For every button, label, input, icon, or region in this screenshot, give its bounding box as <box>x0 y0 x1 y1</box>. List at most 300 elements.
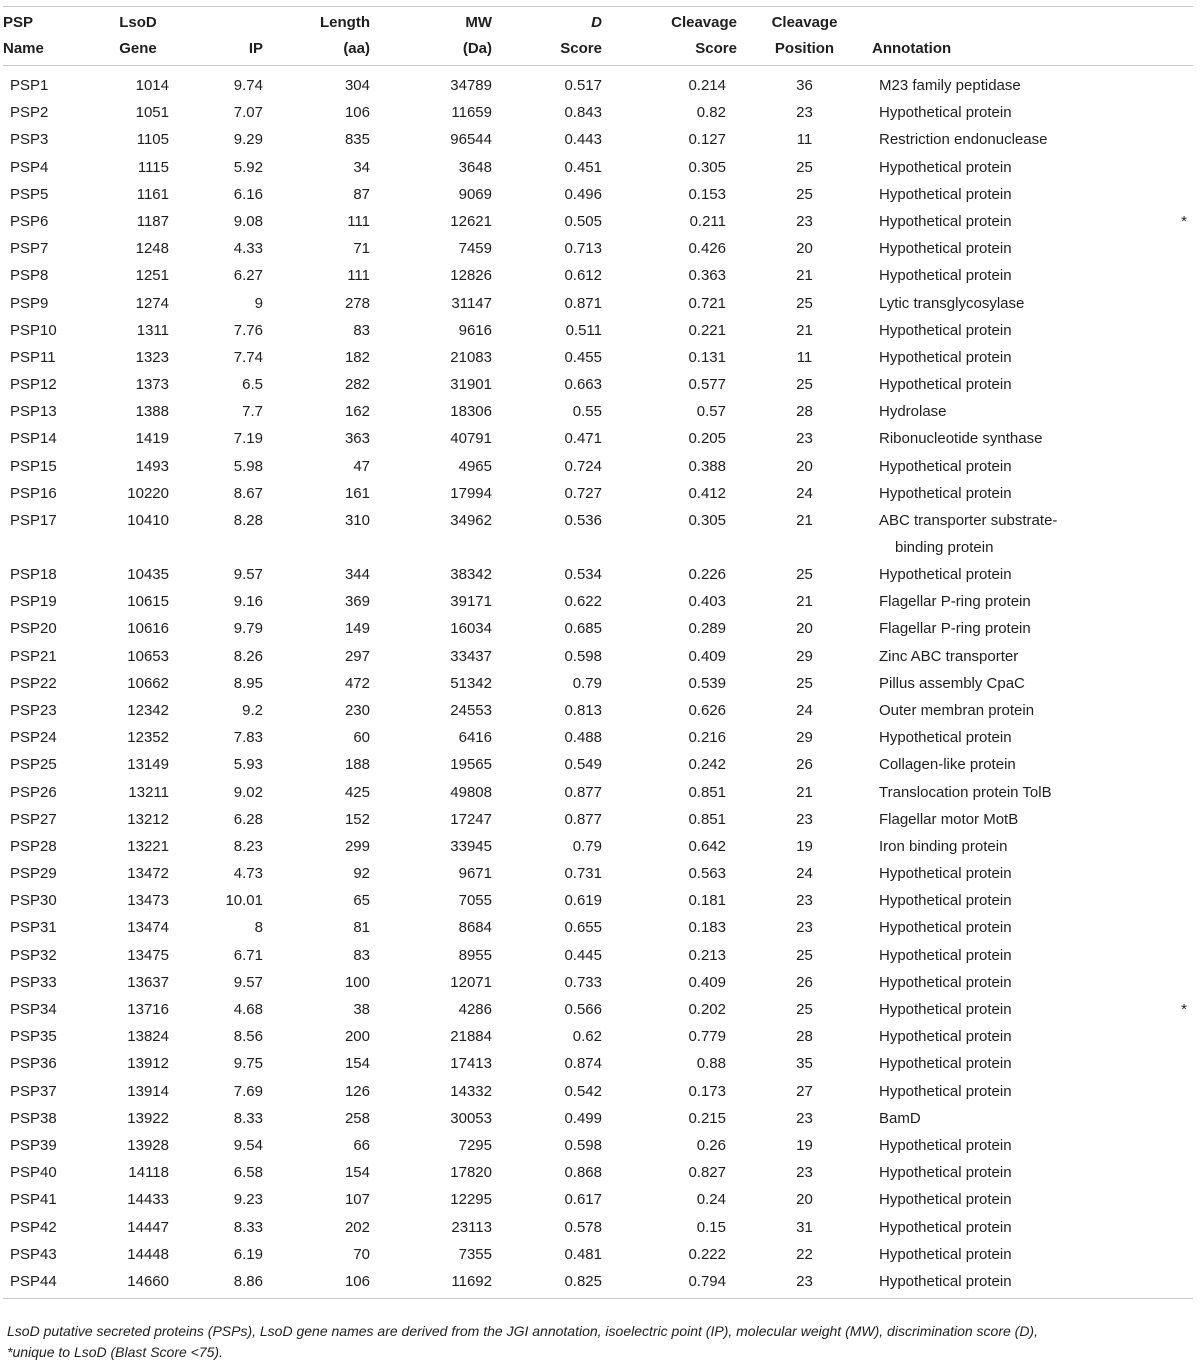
cell-cs: 0.827 <box>688 1164 726 1182</box>
cell-ip: 5.92 <box>233 158 263 176</box>
cell-mw: 11692 <box>451 1272 492 1290</box>
cell-length: 66 <box>353 1136 370 1154</box>
cell-cp: 35 <box>796 1055 813 1073</box>
cell-cs: 0.216 <box>688 729 726 747</box>
cell-length: 161 <box>344 484 370 502</box>
table-row <box>3 1132 1193 1159</box>
cell-name: PSP21 <box>10 647 57 665</box>
cell-name: PSP1 <box>10 77 49 94</box>
cell-ip: 4.33 <box>233 240 263 258</box>
cell-cs: 0.211 <box>689 212 726 230</box>
cell-ip: 8.56 <box>233 1028 263 1046</box>
cell-length: 149 <box>344 620 370 638</box>
cell-cs: 0.426 <box>688 240 726 258</box>
unique-mark <box>1153 643 1193 670</box>
cell-mw: 17247 <box>450 810 492 828</box>
cell-d: 0.534 <box>564 566 602 583</box>
annotation-text: Hypothetical protein <box>879 865 1012 883</box>
cell-mw: 21884 <box>450 1028 492 1046</box>
header-cleavage-score-line1: Cleavage <box>671 14 737 31</box>
table-row <box>3 751 1193 778</box>
annotation-text: Hypothetical protein <box>879 1082 1012 1100</box>
annotation-text: Hypothetical protein <box>879 321 1012 339</box>
cell-name: PSP19 <box>10 593 57 611</box>
cell-length: 100 <box>344 973 370 991</box>
cell-ip: 9 <box>254 294 263 312</box>
cell-length: 282 <box>344 376 370 394</box>
table-row <box>3 507 1193 561</box>
cell-cp: 21 <box>796 593 813 611</box>
cell-ip: 6.19 <box>233 1245 263 1263</box>
table-row <box>3 561 1193 588</box>
cell-mw: 17820 <box>450 1164 492 1182</box>
cell-cp: 23 <box>796 104 813 122</box>
cell-name: PSP36 <box>10 1055 57 1073</box>
cell-mw: 4965 <box>458 457 492 475</box>
unique-mark <box>1153 317 1193 344</box>
cell-cs: 0.222 <box>688 1245 726 1263</box>
cell-d: 0.496 <box>564 185 602 203</box>
unique-mark <box>1153 561 1193 588</box>
header-cleavage-position-line1: Cleavage <box>771 14 838 31</box>
cell-ip: 8.28 <box>233 512 263 529</box>
cell-cs: 0.409 <box>688 973 726 991</box>
unique-mark <box>1153 290 1193 317</box>
annotation-text: Hypothetical protein <box>879 457 1012 475</box>
cell-length: 38 <box>353 1001 370 1018</box>
header-annotation-line1 <box>872 7 1153 34</box>
cell-gene: 13475 <box>127 946 169 964</box>
cell-length: 83 <box>353 946 370 964</box>
cell-annotation <box>872 1214 1153 1241</box>
unique-mark <box>1153 181 1193 208</box>
cell-gene: 13472 <box>127 865 169 883</box>
unique-mark: * <box>1181 1001 1187 1018</box>
cell-mw: 12295 <box>450 1191 492 1209</box>
unique-mark <box>1153 453 1193 480</box>
cell-gene: 10615 <box>127 593 169 611</box>
unique-mark <box>1153 833 1193 860</box>
table-body <box>3 66 1193 1299</box>
annotation-text: Flagellar P-ring protein <box>879 593 1031 611</box>
header-mark <box>1153 7 1193 34</box>
annotation-text: Hypothetical protein <box>879 946 1012 964</box>
unique-mark <box>1153 398 1193 425</box>
annotation-text: Flagellar motor MotB <box>879 810 1019 828</box>
cell-mw: 21083 <box>450 348 492 366</box>
cell-d: 0.451 <box>564 158 602 176</box>
cell-gene: 14433 <box>127 1191 169 1209</box>
annotation-text: Hypothetical protein <box>879 1055 1012 1073</box>
annotation-text: Hypothetical protein <box>879 1136 1012 1154</box>
cell-mw: 7459 <box>458 240 492 258</box>
cell-name: PSP13 <box>10 403 57 421</box>
unique-mark <box>1153 779 1193 806</box>
annotation-text: Hypothetical protein <box>879 212 1012 230</box>
cell-cp: 29 <box>796 729 813 747</box>
cell-cp: 28 <box>796 1028 813 1046</box>
cell-ip: 8 <box>254 919 263 937</box>
annotation-text: Hypothetical protein <box>879 729 1012 747</box>
cell-annotation <box>872 942 1153 969</box>
unique-mark <box>1153 480 1193 507</box>
table-row <box>3 99 1193 126</box>
table-row <box>3 480 1193 507</box>
annotation-text: Hypothetical protein <box>879 1001 1012 1018</box>
table-row <box>3 398 1193 425</box>
cell-length: 304 <box>344 77 370 94</box>
cell-gene: 1187 <box>136 212 169 230</box>
table-row <box>3 1050 1193 1077</box>
cell-ip: 8.86 <box>233 1272 263 1290</box>
cell-d: 0.877 <box>564 783 602 801</box>
cell-cp: 28 <box>796 403 813 421</box>
cell-annotation <box>872 1132 1153 1159</box>
cell-ip: 6.5 <box>242 376 263 394</box>
cell-mw: 34789 <box>450 77 492 94</box>
cell-length: 154 <box>344 1055 370 1073</box>
cell-ip: 8.23 <box>233 837 263 855</box>
unique-mark <box>1153 615 1193 642</box>
cell-cp: 26 <box>796 973 813 991</box>
cell-length: 202 <box>344 1218 370 1236</box>
unique-mark <box>1153 1023 1193 1050</box>
unique-mark <box>1153 860 1193 887</box>
cell-cs: 0.409 <box>688 647 726 665</box>
annotation-text: Ribonucleotide synthase <box>879 430 1043 448</box>
cell-mw: 96544 <box>450 131 492 149</box>
cell-cs: 0.127 <box>688 131 726 149</box>
cell-gene: 1311 <box>136 321 169 339</box>
cell-ip: 7.07 <box>233 104 263 122</box>
cell-mw: 3648 <box>458 158 492 176</box>
cell-length: 297 <box>344 647 370 665</box>
table-row <box>3 1159 1193 1186</box>
cell-cp: 11 <box>796 131 813 149</box>
psp-table <box>3 6 1193 1299</box>
cell-mw: 49808 <box>450 783 492 801</box>
cell-name: PSP41 <box>10 1191 57 1209</box>
cell-annotation <box>872 1050 1153 1077</box>
unique-mark <box>1153 588 1193 615</box>
cell-length: 182 <box>344 348 370 366</box>
cell-mw: 16034 <box>450 620 492 638</box>
cell-cs: 0.242 <box>688 756 726 774</box>
cell-ip: 6.16 <box>233 185 263 203</box>
cell-d: 0.517 <box>564 77 602 94</box>
cell-gene: 1274 <box>135 294 169 312</box>
cell-d: 0.825 <box>564 1272 602 1290</box>
cell-length: 310 <box>344 512 370 529</box>
unique-mark <box>1153 371 1193 398</box>
cell-name: PSP10 <box>10 321 57 339</box>
cell-gene: 12352 <box>127 729 169 747</box>
table-row <box>3 262 1193 289</box>
table-row <box>3 1268 1193 1299</box>
cell-cp: 25 <box>796 158 813 176</box>
cell-cp: 23 <box>796 1164 813 1182</box>
cell-gene: 10653 <box>127 647 169 665</box>
header-length-line2: (aa) <box>343 40 370 57</box>
cell-mw: 51342 <box>450 674 492 692</box>
unique-mark <box>1153 507 1193 561</box>
cell-gene: 1251 <box>135 267 169 285</box>
table-row <box>3 208 1193 235</box>
cell-annotation <box>872 561 1153 588</box>
header-ip-line1 <box>178 7 263 34</box>
cell-cs: 0.779 <box>688 1028 726 1046</box>
table-row <box>3 371 1193 398</box>
cell-annotation <box>872 860 1153 887</box>
cell-cs: 0.851 <box>688 783 726 801</box>
cell-gene: 10616 <box>127 620 169 638</box>
cell-cs: 0.215 <box>688 1109 726 1127</box>
annotation-text: BamD <box>879 1109 921 1127</box>
cell-cs: 0.221 <box>688 321 726 339</box>
cell-annotation <box>872 425 1153 452</box>
cell-name: PSP14 <box>10 430 57 448</box>
cell-mw: 7295 <box>458 1136 492 1154</box>
table-row <box>3 1214 1193 1241</box>
header-psp-name-line1: PSP <box>3 14 34 31</box>
cell-cs: 0.539 <box>688 674 726 692</box>
cell-gene: 13212 <box>127 810 169 828</box>
cell-d: 0.871 <box>564 294 602 312</box>
cell-ip: 9.74 <box>233 77 263 94</box>
unique-mark <box>1153 425 1193 452</box>
cell-cp: 24 <box>796 701 813 719</box>
unique-mark <box>1153 1159 1193 1186</box>
annotation-text-continued: binding protein <box>895 539 994 556</box>
cell-name: PSP2 <box>10 104 49 122</box>
cell-ip: 7.7 <box>242 403 263 421</box>
cell-name: PSP12 <box>10 376 57 394</box>
cell-length: 200 <box>344 1028 370 1046</box>
table-row <box>3 670 1193 697</box>
cell-name: PSP30 <box>10 892 57 910</box>
annotation-text: Pillus assembly CpaC <box>879 674 1025 692</box>
cell-cp: 19 <box>796 837 813 855</box>
cell-annotation <box>872 1186 1153 1213</box>
cell-length: 230 <box>344 701 370 719</box>
header-mw-line2: (Da) <box>462 40 492 57</box>
cell-annotation <box>872 1105 1153 1132</box>
unique-mark <box>1153 154 1193 181</box>
cell-mw: 24553 <box>450 701 492 719</box>
cell-cs: 0.305 <box>688 158 726 176</box>
cell-length: 81 <box>353 919 370 937</box>
cell-annotation <box>872 154 1153 181</box>
unique-mark <box>1153 887 1193 914</box>
table-row <box>3 317 1193 344</box>
unique-mark <box>1153 914 1193 941</box>
footnote-line-2: *unique to LsoD (Blast Score <75). <box>7 1344 223 1360</box>
annotation-text: Hypothetical protein <box>879 376 1012 394</box>
cell-gene: 12342 <box>127 701 169 719</box>
cell-gene: 14447 <box>127 1218 169 1236</box>
cell-annotation <box>872 914 1153 941</box>
cell-annotation <box>872 453 1153 480</box>
unique-mark <box>1153 1105 1193 1132</box>
cell-gene: 10435 <box>127 566 169 583</box>
cell-cs: 0.563 <box>688 865 726 883</box>
cell-ip: 9.16 <box>233 593 263 611</box>
cell-annotation <box>872 833 1153 860</box>
cell-gene: 1051 <box>135 104 169 122</box>
cell-d: 0.488 <box>564 729 602 747</box>
cell-length: 126 <box>344 1082 370 1100</box>
cell-length: 278 <box>344 294 370 312</box>
table-row <box>3 615 1193 642</box>
cell-ip: 8.95 <box>233 674 263 692</box>
cell-cs: 0.226 <box>688 566 726 583</box>
cell-name: PSP3 <box>10 131 49 149</box>
cell-cp: 20 <box>796 240 813 258</box>
cell-name: PSP5 <box>10 185 49 203</box>
cell-gene: 10410 <box>127 512 169 529</box>
cell-gene: 13474 <box>127 919 169 937</box>
table-row <box>3 996 1193 1023</box>
cell-name: PSP7 <box>10 240 49 258</box>
cell-ip: 9.2 <box>242 701 263 719</box>
cell-name: PSP43 <box>10 1245 57 1263</box>
cell-ip: 5.98 <box>233 457 263 475</box>
cell-ip: 7.74 <box>233 348 263 366</box>
cell-cs: 0.26 <box>696 1136 726 1154</box>
header-mark-2 <box>1153 33 1193 66</box>
cell-mw: 8684 <box>458 919 492 937</box>
cell-annotation <box>872 779 1153 806</box>
cell-name: PSP31 <box>10 919 57 937</box>
cell-gene: 1248 <box>135 240 169 258</box>
cell-annotation <box>872 1268 1153 1299</box>
cell-length: 835 <box>344 131 370 149</box>
cell-ip: 9.57 <box>233 973 263 991</box>
cell-ip: 4.73 <box>233 865 263 883</box>
table-row <box>3 126 1193 153</box>
cell-cs: 0.577 <box>688 376 726 394</box>
cell-length: 34 <box>353 158 370 176</box>
annotation-text: Hypothetical protein <box>879 919 1012 937</box>
cell-d: 0.612 <box>564 267 602 285</box>
header-annotation-line2: Annotation <box>872 40 952 57</box>
cell-cp: 23 <box>796 1272 813 1290</box>
cell-gene: 1014 <box>135 77 169 94</box>
cell-mw: 39171 <box>450 593 492 611</box>
unique-mark <box>1153 1268 1193 1299</box>
cell-ip: 6.28 <box>233 810 263 828</box>
annotation-text: Restriction endonuclease <box>879 131 1048 149</box>
cell-cs: 0.57 <box>696 403 726 421</box>
cell-annotation <box>872 398 1153 425</box>
cell-cp: 21 <box>796 321 813 339</box>
cell-length: 472 <box>344 674 370 692</box>
cell-d: 0.455 <box>564 348 602 366</box>
cell-ip: 9.54 <box>233 1136 263 1154</box>
table-row <box>3 66 1193 100</box>
cell-name: PSP34 <box>10 1001 57 1018</box>
cell-cs: 0.173 <box>688 1082 726 1100</box>
table-row <box>3 181 1193 208</box>
cell-ip: 9.29 <box>233 131 263 149</box>
cell-annotation <box>872 670 1153 697</box>
cell-annotation <box>872 806 1153 833</box>
table-footnote <box>7 1321 1193 1363</box>
cell-name: PSP9 <box>10 294 49 312</box>
unique-mark <box>1153 99 1193 126</box>
cell-name: PSP15 <box>10 457 57 475</box>
cell-cs: 0.205 <box>688 430 726 448</box>
cell-cp: 25 <box>796 674 813 692</box>
annotation-text: Outer membran protein <box>879 701 1035 719</box>
cell-name: PSP35 <box>10 1028 57 1046</box>
cell-cs: 0.289 <box>688 620 726 638</box>
cell-mw: 9616 <box>458 321 492 339</box>
table-row <box>3 697 1193 724</box>
cell-annotation <box>872 344 1153 371</box>
cell-cs: 0.82 <box>696 104 726 122</box>
cell-name: PSP20 <box>10 620 57 638</box>
cell-d: 0.622 <box>564 593 602 611</box>
cell-name: PSP8 <box>10 267 49 285</box>
table-row <box>3 453 1193 480</box>
cell-cs: 0.794 <box>688 1272 726 1290</box>
cell-length: 106 <box>344 104 370 122</box>
annotation-text: Collagen-like protein <box>879 756 1016 774</box>
cell-name: PSP4 <box>10 158 49 176</box>
header-mw-line1: MW <box>465 14 492 31</box>
cell-d: 0.471 <box>564 430 602 448</box>
cell-ip: 7.76 <box>233 321 263 339</box>
cell-name: PSP40 <box>10 1164 57 1182</box>
cell-mw: 12621 <box>450 212 492 230</box>
cell-mw: 12071 <box>450 973 492 991</box>
cell-mw: 33437 <box>450 647 492 665</box>
annotation-text: Hypothetical protein <box>879 892 1012 910</box>
unique-mark <box>1153 1241 1193 1268</box>
cell-cp: 26 <box>796 756 813 774</box>
cell-annotation <box>872 724 1153 751</box>
cell-gene: 13928 <box>127 1136 169 1154</box>
cell-name: PSP16 <box>10 484 57 502</box>
cell-cp: 24 <box>796 484 813 502</box>
header-gene-line2: Gene <box>119 40 157 57</box>
cell-ip: 4.68 <box>233 1001 263 1018</box>
cell-cp: 25 <box>796 566 813 583</box>
unique-mark <box>1153 66 1193 100</box>
cell-name: PSP32 <box>10 946 57 964</box>
annotation-text: Iron binding protein <box>879 837 1008 855</box>
cell-d: 0.685 <box>564 620 602 638</box>
cell-cp: 11 <box>796 348 813 366</box>
cell-cp: 23 <box>796 212 813 230</box>
cell-annotation <box>872 643 1153 670</box>
cell-d: 0.733 <box>564 973 602 991</box>
table-row <box>3 724 1193 751</box>
cell-length: 65 <box>353 892 370 910</box>
cell-cs: 0.24 <box>696 1191 726 1209</box>
table-row <box>3 860 1193 887</box>
cell-cs: 0.851 <box>688 810 726 828</box>
cell-ip: 8.33 <box>233 1109 263 1127</box>
table-row <box>3 942 1193 969</box>
unique-mark <box>1153 1186 1193 1213</box>
header-gene-line1: LsoD <box>119 14 157 31</box>
cell-cs: 0.626 <box>688 701 726 719</box>
unique-mark <box>1153 751 1193 778</box>
cell-annotation <box>872 317 1153 344</box>
table-row <box>3 154 1193 181</box>
